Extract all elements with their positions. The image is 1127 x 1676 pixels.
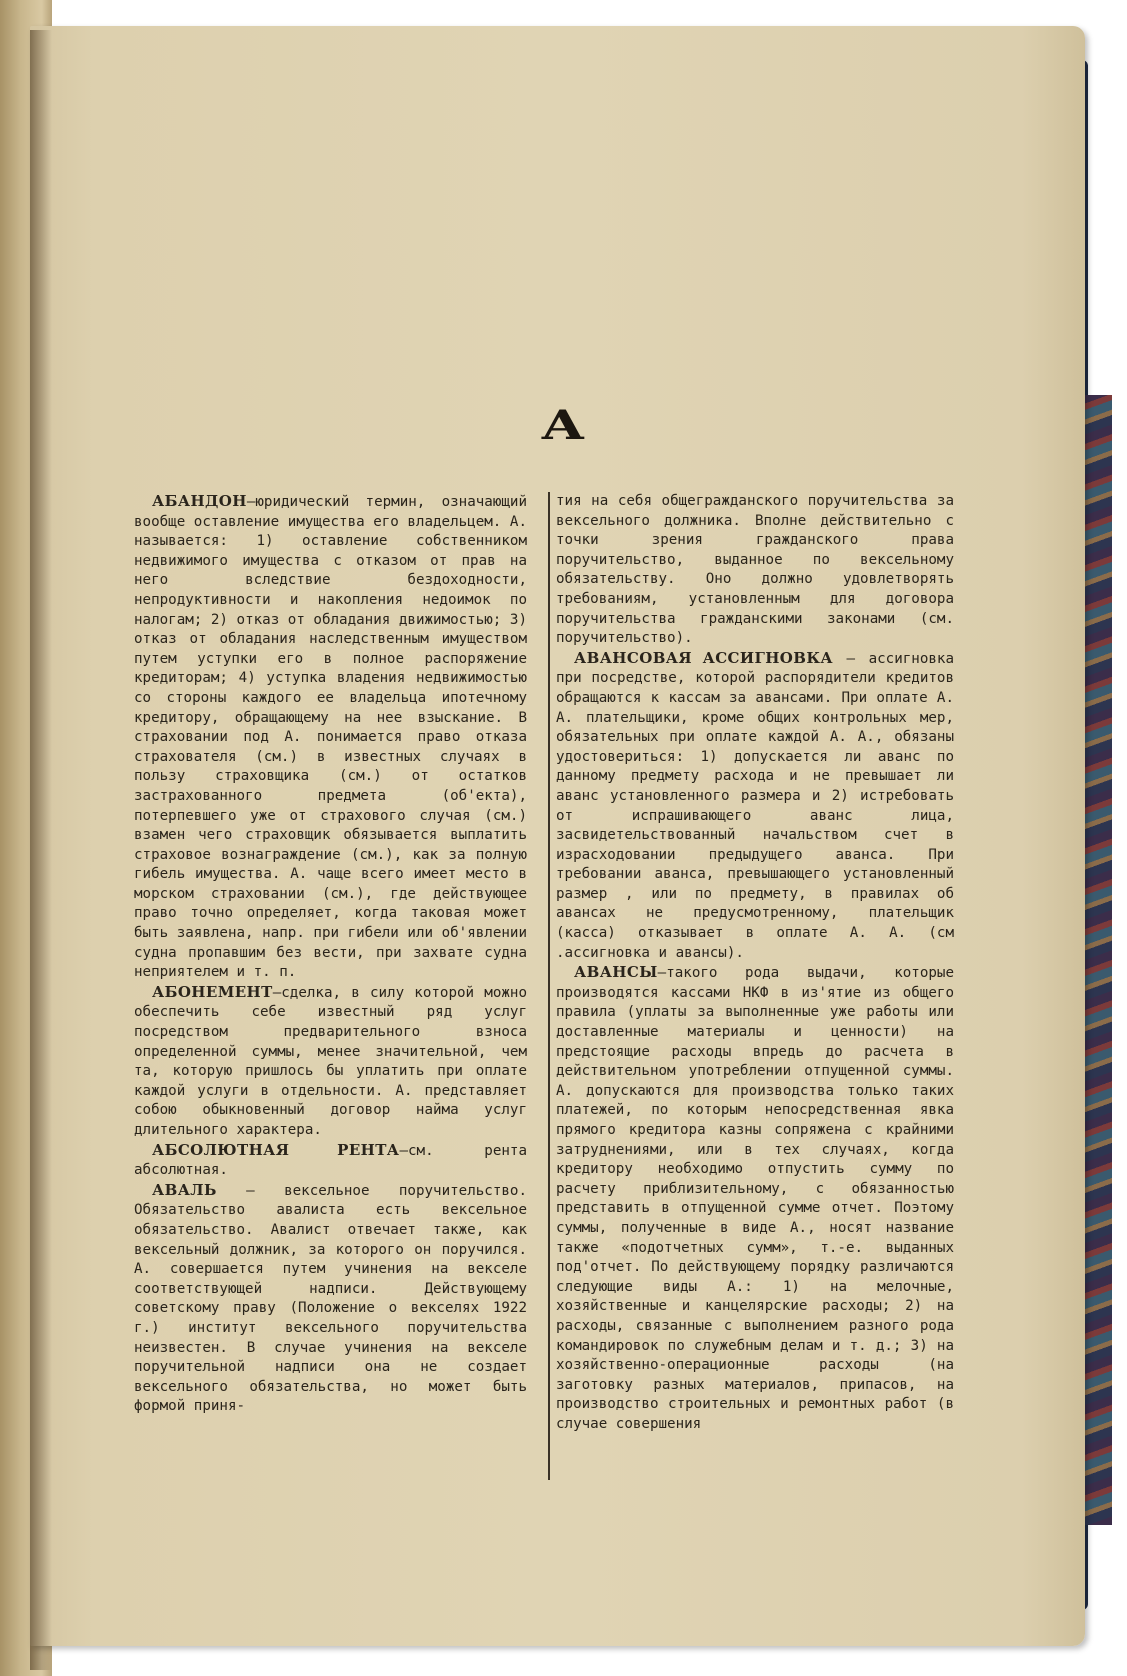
entry-text: см. рента абсолютная. — [134, 1142, 528, 1179]
entry-separator: — — [833, 650, 869, 667]
entry-abonement — [134, 983, 527, 1141]
entry-aval — [134, 1181, 527, 1417]
entry-text: сделка, в силу которой можно обеспечить себе известный ряд услуг посредством предварительного взноса определенной суммы, менее значительной, чем та, которую пришлось бы уплатить при оплате каждой услуги в отдельности. А. представляет собою обыкновенный договор найма услуг длительного характера. — [134, 984, 527, 1138]
entry-headword: АВАЛЬ — [152, 1180, 217, 1199]
entry-absolute-rent — [134, 1141, 527, 1181]
entry-headword: АВАНСЫ — [574, 963, 658, 982]
section-letter: А — [540, 402, 587, 449]
left-column — [134, 492, 527, 1417]
entry-headword: АВАНСОВАЯ АССИГНОВКА — [574, 648, 834, 667]
right-column — [556, 492, 954, 1435]
entry-separator: — — [272, 984, 282, 1001]
entry-separator: — — [216, 1182, 285, 1199]
entry-headword: АБАНДОН — [152, 492, 247, 510]
entry-separator: — — [246, 494, 256, 510]
entry-text: ассигновка при посредстве, которой распорядители кредитов обращаются к кассам за авансами. При оплате А. А. плательщики, кроме общих контрольных мер, обязательных при оплате каждой А. А., обязаны удостовериться: 1) допускается ли аванс по данному предмету расхода и не превышает ли аванс установленного размера и 2) истребовать от испрашивающего аванс лица, засвидетельствованный начальством счет в израсходовании предыдущего аванса. При требовании аванса, превышающего установленный размер , или по предмету, в правилах об авансах не предусмотренному, плательщик (касса) отказывает в оплате А. А. (см .ассигновка и авансы). — [556, 650, 954, 961]
entry-text: такого рода выдачи, которые производятся кассами НКФ в из'ятие из общего правила (уплаты за выполненные уже работы или доставленные материалы и ценности) на предстоящие расходы впредь до расчета в действительном употреблении отпущенной суммы. А. допускаются для производства только таких платежей, по которым непосредственная явка прямого кредитора казны сопряжена с крайними затруднениями, или в тех случаях, когда кредитору необходимо отпустить сумму по расчету приблизительному, с обязанностью представить в отпущенной сумме отчет. Поэтому суммы, полученные в виде А., носят название также «подотчетных сумм», т.-е. выданных под'отчет. По действующему порядку различаются следующие виды А.: 1) на мелочные, хозяйственные и канцелярские расходы; 2) на расходы, связанные с выполнением разного рода командировок по служебным делам и т. д.; 3) на хозяйственно-операционные расходы (на заготовку разных материалов, припасов, на производство строительных и ремонтных работ (в случае совершения — [556, 965, 954, 1432]
entry-headword: АБСОЛЮТНАЯ РЕНТА — [152, 1140, 400, 1159]
entry-separator: — — [399, 1142, 408, 1159]
entry-text: юридический термин, означающий вообще оставление имущества его владельцем. А. называется: 1) оставление собственником недвижимого имущества с отказом от прав на него вследствие бездоходности, непродуктивности и накопления недоимок по налогам; 2) отказ от обладания движимостью; 3) отказ от обладания наследственным имуществом путем уступки его в полное распоряжение кредиторам; 4) уступка владения недвижимостью со стороны каждого ее владельца ипотечному кредитору, обращающему на нее взыскание. В страховании под А. понимается право отказа страхователя (см.) в известных случаях в пользу страховщика (см.) от остатков застрахованного предмета (об'екта), потерпевшего уже от страхового случая (см.) взамен чего страховщик обязывается выплатить страховое вознаграждение (см.), как за полную гибель имущества. А. чаще всего имеет место в морском страховании (см.), где действующее право точно определяет, когда таковая может быть заявлена, напр. при гибели или об'явлении судна пропавшим без вести, при захвате судна неприятелем и т. п. — [134, 494, 527, 981]
entry-advances — [556, 963, 954, 1434]
entry-advance-assignment — [556, 649, 954, 964]
entry-headword: АБОНЕМЕНТ — [152, 982, 273, 1001]
marbled-page-edge — [1082, 395, 1112, 1525]
entry-abandon — [134, 492, 527, 983]
column-divider — [548, 492, 550, 1480]
gutter-shadow — [30, 30, 52, 1670]
entry-separator: — — [657, 965, 667, 982]
entry-text: вексельное поручительство. Обязательство авалиста есть вексельное обязательство. Авалист отвечает также, как вексельный должник, за которого он поручился. А. совершается путем учинения на векселе соответствующей надписи. Действующему советскому праву (Положение о векселях 1922 г.) институт вексельного поручительства неизвестен. В случае учинения на векселе поручительной надписи она не создает вексельного обязательства, но может быть формой приня- — [134, 1182, 527, 1415]
entry-continuation: тия на себя общегражданского поручительства за вексельного должника. Вполне действительно с точки зрения гражданского права поручительство, выданное по вексельному обязательству. Оно должно удовлетворять требованиям, установленным для договора поручительства гражданскими законами (см. поручительство). — [556, 493, 954, 647]
